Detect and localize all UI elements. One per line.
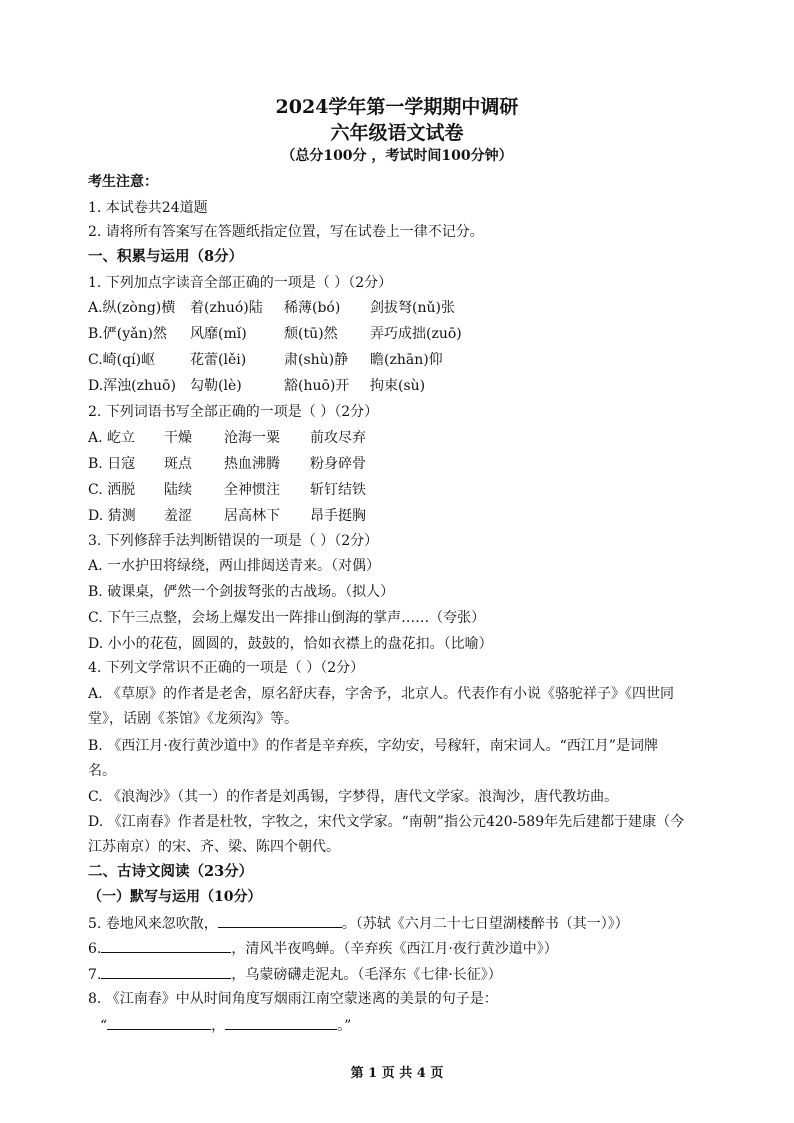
page-footer: 第 1 页 共 4 页: [350, 1066, 444, 1081]
option-cell: 居高林下: [224, 508, 280, 524]
question-stem: 4. 下列文学常识不正确的一项是（ ）（2分）: [88, 660, 365, 676]
option-cell: 豁(huō)开: [284, 378, 350, 394]
option-cell: 热血沸腾: [224, 456, 280, 472]
option-cell: 昂手挺胸: [310, 508, 366, 524]
fill-question: [88, 912, 629, 934]
option-cell: 肃(shù)静: [284, 352, 349, 368]
option-cell: 全神惯注: [224, 482, 280, 498]
exam-title: 2024学年第一学期期中调研: [275, 96, 519, 118]
option-line: D. 小小的花苞，圆圆的，鼓鼓的，恰如衣襟上的盘花扣。（比喻）: [88, 636, 493, 652]
notice-heading: 考生注意：: [88, 174, 158, 190]
option-line: A. 一水护田将绿绕，两山排闼送青来。（对偶）: [88, 558, 381, 574]
section-heading: 一、积累与运用（8分）: [88, 248, 244, 265]
option-cell: 沧海一粟: [224, 430, 280, 446]
option-line: 堂》，话剧《茶馆》《龙须沟》等。: [88, 711, 298, 727]
question-prefix: 5. 卷地风来忽吹散，: [88, 916, 218, 932]
option-cell: 羞涩: [164, 508, 192, 524]
comma: ，: [211, 1018, 226, 1034]
option-line: C. 《浪淘沙》（其一）的作者是刘禹锡，字梦得，唐代文学家。浪淘沙，唐代教坊曲。: [88, 789, 619, 805]
question-suffix: ，清风半夜鸣蝉。（辛弃疾《西江月·夜行黄沙道中》）: [231, 941, 558, 957]
subsection-heading: （一）默写与运用（10分）: [88, 889, 262, 905]
option-cell: 稀薄(bó): [284, 300, 341, 316]
option-cell: D. 猜测: [88, 508, 136, 524]
option-cell: 风靡(mǐ): [190, 326, 247, 342]
option-cell: C. 洒脱: [88, 482, 136, 498]
option-line: 名。: [88, 763, 116, 779]
option-cell: A.纵(zòng)横: [88, 300, 176, 316]
option-cell: D.浑浊(zhuō): [88, 378, 176, 394]
option-cell: A. 屹立: [88, 430, 136, 446]
option-cell: 陆续: [164, 482, 192, 498]
section-heading: 二、古诗文阅读（23分）: [88, 863, 254, 880]
answer-blank[interactable]: [101, 937, 231, 953]
answer-blank[interactable]: [101, 963, 231, 979]
option-line: D. 《江南春》作者是杜牧，字牧之，宋代文学家。“南朝”指公元420-589年先后建都于建康（今: [88, 814, 685, 830]
option-cell: 花蕾(lěi): [190, 352, 247, 368]
option-cell: 剑拔弩(nǔ)张: [370, 300, 455, 316]
option-cell: 干燥: [164, 430, 192, 446]
answer-blank[interactable]: [107, 1014, 211, 1030]
question-stem: 8. 《江南春》中从时间角度写烟雨江南空蒙迷离的美景的句子是：: [88, 991, 498, 1007]
option-cell: 着(zhuó)陆: [190, 300, 263, 316]
answer-blank[interactable]: [225, 1014, 337, 1030]
option-line: 江苏南京）的宋、齐、梁、陈四个朝代。: [88, 839, 340, 855]
question-stem: 1. 下列加点字读音全部正确的一项是（ ）（2分）: [88, 275, 393, 291]
question-prefix: 6.: [88, 941, 102, 957]
option-cell: 勾勒(lè): [190, 378, 242, 394]
exam-subtitle: 六年级语文试卷: [330, 122, 464, 144]
fill-question: [100, 1014, 351, 1036]
score-time-note: （总分100分 ，考试时间100分钟）: [281, 148, 513, 164]
close-quote: 。”: [337, 1018, 352, 1034]
notice-item: 1. 本试卷共24道题: [88, 200, 208, 216]
fill-question: [88, 963, 502, 985]
question-suffix: ，乌蒙磅礴走泥丸。（毛泽东《七律·长征》）: [231, 967, 502, 983]
question-prefix: 7.: [88, 967, 102, 983]
option-line: B. 《西江月·夜行黄沙道中》的作者是辛弃疾，字幼安，号稼轩，南宋词人。“西江月”是词牌: [88, 738, 658, 754]
question-stem: 2. 下列词语书写全部正确的一项是（ ）（2分）: [88, 404, 379, 420]
open-quote: “: [100, 1018, 108, 1034]
notice-item: 2. 请将所有答案写在答题纸指定位置，写在试卷上一律不记分。: [88, 224, 484, 240]
option-cell: B.俨(yǎn)然: [88, 326, 167, 342]
option-cell: C.崎(qí)岖: [88, 352, 156, 368]
option-cell: 斑点: [164, 456, 192, 472]
option-cell: 粉身碎骨: [310, 456, 366, 472]
option-line: B. 破课桌，俨然一个剑拔弩张的古战场。（拟人）: [88, 584, 395, 600]
option-line: C. 下午三点整，会场上爆发出一阵排山倒海的掌声……（夸张）: [88, 610, 486, 626]
option-line: A. 《草原》的作者是老舍，原名舒庆春，字舍予，北京人。代表作有小说《骆驼祥子》《四世同: [88, 686, 675, 702]
option-cell: B. 日寇: [88, 456, 136, 472]
option-cell: 斩钉结铁: [310, 482, 366, 498]
answer-blank[interactable]: [218, 912, 342, 928]
option-cell: 颓(tū)然: [284, 326, 338, 342]
option-cell: 瞻(zhān)仰: [370, 352, 443, 368]
option-cell: 拘束(sù): [370, 378, 426, 394]
question-stem: 3. 下列修辞手法判断错误的一项是（ ）（2分）: [88, 533, 379, 549]
option-cell: 前攻尽弃: [310, 430, 366, 446]
option-cell: 弄巧成拙(zuō): [370, 326, 462, 342]
question-suffix: 。（苏轼《六月二十七日望湖楼醉书（其一）》）: [341, 916, 629, 932]
fill-question: [88, 937, 558, 959]
